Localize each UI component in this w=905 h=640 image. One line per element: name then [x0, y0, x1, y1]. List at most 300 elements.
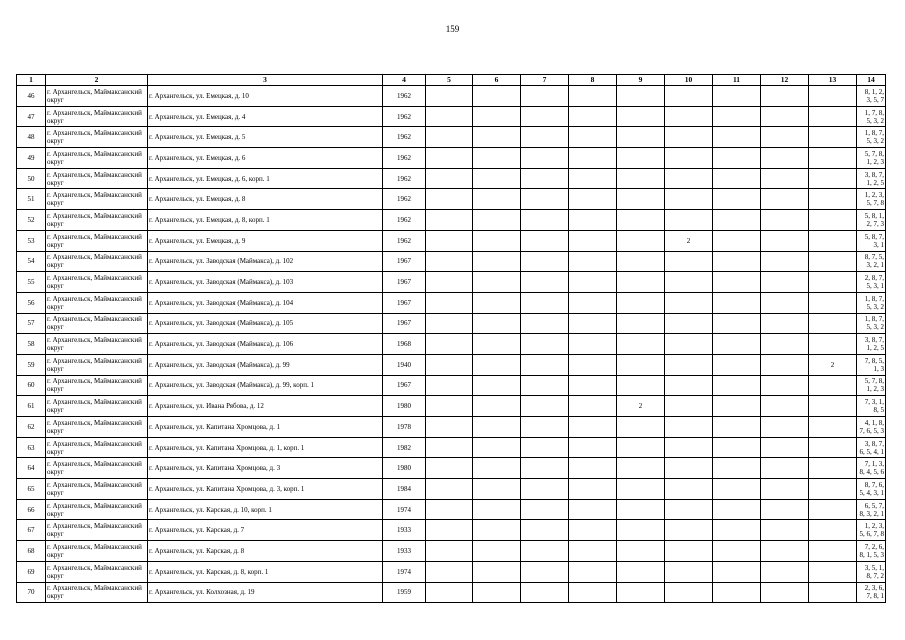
address-cell: г. Архангельск, ул. Емецкая, д. 6, корп. 1 — [148, 168, 383, 189]
col6-cell — [473, 334, 521, 355]
col13-cell — [809, 292, 857, 313]
col10-cell: 2 — [665, 230, 713, 251]
col12-cell — [761, 375, 809, 396]
year-cell: 1980 — [383, 396, 426, 417]
col9-cell — [617, 210, 665, 231]
row-number: 50 — [17, 168, 46, 189]
col10-cell — [665, 561, 713, 582]
district-cell: г. Архангельск, Маймаксанский округ — [46, 272, 148, 293]
col11-cell — [713, 86, 761, 107]
col14-cell: 4, 1, 8, 7, 6, 5, 3 — [857, 417, 886, 438]
col7-cell — [521, 210, 569, 231]
col5-cell — [426, 168, 473, 189]
row-number: 60 — [17, 375, 46, 396]
col14-cell: 7, 8, 5, 1, 3 — [857, 354, 886, 375]
col7-cell — [521, 106, 569, 127]
column-header-11: 11 — [713, 75, 761, 86]
col7-cell — [521, 417, 569, 438]
col5-cell — [426, 230, 473, 251]
row-number: 47 — [17, 106, 46, 127]
col5-cell — [426, 561, 473, 582]
column-header-6: 6 — [473, 75, 521, 86]
row-number: 57 — [17, 313, 46, 334]
col11-cell — [713, 561, 761, 582]
address-cell: г. Архангельск, ул. Карская, д. 8 — [148, 541, 383, 562]
table-row — [17, 272, 886, 293]
address-cell: г. Архангельск, ул. Заводская (Маймакса), д. 105 — [148, 313, 383, 334]
table-row — [17, 375, 886, 396]
col7-cell — [521, 520, 569, 541]
district-cell: г. Архангельск, Маймаксанский округ — [46, 251, 148, 272]
col14-cell: 8, 7, 5, 3, 2, 1 — [857, 251, 886, 272]
col10-cell — [665, 272, 713, 293]
column-header-2: 2 — [46, 75, 148, 86]
col5-cell — [426, 541, 473, 562]
col5-cell — [426, 127, 473, 148]
col7-cell — [521, 127, 569, 148]
col6-cell — [473, 313, 521, 334]
col9-cell — [617, 479, 665, 500]
col6-cell — [473, 458, 521, 479]
district-cell: г. Архангельск, Маймаксанский округ — [46, 127, 148, 148]
col6-cell — [473, 148, 521, 169]
col7-cell — [521, 251, 569, 272]
col9-cell — [617, 230, 665, 251]
col14-cell: 1, 2, 3, 5, 6, 7, 8 — [857, 520, 886, 541]
col8-cell — [569, 582, 617, 603]
col12-cell — [761, 272, 809, 293]
district-cell: г. Архангельск, Маймаксанский округ — [46, 313, 148, 334]
col8-cell — [569, 375, 617, 396]
col13-cell — [809, 437, 857, 458]
table-row — [17, 86, 886, 107]
table-row — [17, 210, 886, 231]
col8-cell — [569, 86, 617, 107]
col5-cell — [426, 417, 473, 438]
col12-cell — [761, 561, 809, 582]
column-header-10: 10 — [665, 75, 713, 86]
col11-cell — [713, 230, 761, 251]
col9-cell — [617, 354, 665, 375]
col6-cell — [473, 86, 521, 107]
col5-cell — [426, 313, 473, 334]
table-row — [17, 561, 886, 582]
col5-cell — [426, 582, 473, 603]
col9-cell — [617, 437, 665, 458]
col7-cell — [521, 458, 569, 479]
col10-cell — [665, 106, 713, 127]
col12-cell — [761, 334, 809, 355]
address-cell: г. Архангельск, ул. Капитана Хромцова, д. 1 — [148, 417, 383, 438]
column-header-12: 12 — [761, 75, 809, 86]
address-cell: г. Архангельск, ул. Заводская (Маймакса), д. 102 — [148, 251, 383, 272]
row-number: 68 — [17, 541, 46, 562]
col13-cell — [809, 230, 857, 251]
row-number: 61 — [17, 396, 46, 417]
col12-cell — [761, 417, 809, 438]
row-number: 70 — [17, 582, 46, 603]
col8-cell — [569, 106, 617, 127]
col14-cell: 5, 7, 8, 1, 2, 3 — [857, 375, 886, 396]
district-cell: г. Архангельск, Маймаксанский округ — [46, 417, 148, 438]
col12-cell — [761, 354, 809, 375]
col7-cell — [521, 541, 569, 562]
col10-cell — [665, 396, 713, 417]
address-cell: г. Архангельск, ул. Емецкая, д. 5 — [148, 127, 383, 148]
col5-cell — [426, 292, 473, 313]
address-cell: г. Архангельск, ул. Заводская (Маймакса), д. 99, корп. 1 — [148, 375, 383, 396]
col11-cell — [713, 396, 761, 417]
district-cell: г. Архангельск, Маймаксанский округ — [46, 437, 148, 458]
column-header-7: 7 — [521, 75, 569, 86]
col13-cell — [809, 375, 857, 396]
col6-cell — [473, 396, 521, 417]
col11-cell — [713, 313, 761, 334]
col13-cell — [809, 520, 857, 541]
col7-cell — [521, 148, 569, 169]
col9-cell — [617, 168, 665, 189]
col12-cell — [761, 541, 809, 562]
col12-cell — [761, 148, 809, 169]
year-cell: 1974 — [383, 561, 426, 582]
col12-cell — [761, 251, 809, 272]
address-cell: г. Архангельск, ул. Заводская (Маймакса), д. 99 — [148, 354, 383, 375]
col6-cell — [473, 272, 521, 293]
col6-cell — [473, 375, 521, 396]
col11-cell — [713, 148, 761, 169]
district-cell: г. Архангельск, Маймаксанский округ — [46, 479, 148, 500]
year-cell: 1967 — [383, 292, 426, 313]
col8-cell — [569, 189, 617, 210]
col7-cell — [521, 334, 569, 355]
row-number: 59 — [17, 354, 46, 375]
col6-cell — [473, 168, 521, 189]
col14-cell: 1, 7, 8, 5, 3, 2 — [857, 106, 886, 127]
col11-cell — [713, 417, 761, 438]
row-number: 48 — [17, 127, 46, 148]
row-number: 53 — [17, 230, 46, 251]
col13-cell — [809, 106, 857, 127]
col7-cell — [521, 354, 569, 375]
col7-cell — [521, 437, 569, 458]
col13-cell — [809, 396, 857, 417]
col8-cell — [569, 417, 617, 438]
year-cell: 1980 — [383, 458, 426, 479]
table-row — [17, 499, 886, 520]
year-cell: 1967 — [383, 251, 426, 272]
col7-cell — [521, 582, 569, 603]
col11-cell — [713, 106, 761, 127]
col10-cell — [665, 499, 713, 520]
col9-cell — [617, 375, 665, 396]
col7-cell — [521, 230, 569, 251]
table-row — [17, 396, 886, 417]
table-row — [17, 168, 886, 189]
col7-cell — [521, 189, 569, 210]
col14-cell: 2, 8, 7, 5, 3, 1 — [857, 272, 886, 293]
col6-cell — [473, 106, 521, 127]
col13-cell — [809, 499, 857, 520]
col14-cell: 3, 8, 7, 1, 2, 5 — [857, 168, 886, 189]
table-row — [17, 251, 886, 272]
col9-cell — [617, 520, 665, 541]
address-cell: г. Архангельск, ул. Колхозная, д. 19 — [148, 582, 383, 603]
col6-cell — [473, 479, 521, 500]
col14-cell: 1, 8, 7, 5, 3, 2 — [857, 292, 886, 313]
row-number: 66 — [17, 499, 46, 520]
col7-cell — [521, 561, 569, 582]
col6-cell — [473, 230, 521, 251]
address-cell: г. Архангельск, ул. Заводская (Маймакса), д. 106 — [148, 334, 383, 355]
col6-cell — [473, 561, 521, 582]
col11-cell — [713, 354, 761, 375]
district-cell: г. Архангельск, Маймаксанский округ — [46, 230, 148, 251]
col10-cell — [665, 458, 713, 479]
column-header-14: 14 — [857, 75, 886, 86]
col12-cell — [761, 106, 809, 127]
col10-cell — [665, 127, 713, 148]
col13-cell — [809, 313, 857, 334]
col11-cell — [713, 479, 761, 500]
col12-cell — [761, 230, 809, 251]
col8-cell — [569, 520, 617, 541]
header-row — [17, 75, 886, 86]
address-cell: г. Архангельск, ул. Емецкая, д. 9 — [148, 230, 383, 251]
col7-cell — [521, 499, 569, 520]
address-cell: г. Архангельск, ул. Заводская (Маймакса), д. 104 — [148, 292, 383, 313]
address-cell: г. Архангельск, ул. Емецкая, д. 4 — [148, 106, 383, 127]
col11-cell — [713, 458, 761, 479]
table-row — [17, 437, 886, 458]
col12-cell — [761, 499, 809, 520]
col11-cell — [713, 520, 761, 541]
year-cell: 1962 — [383, 86, 426, 107]
table-row — [17, 334, 886, 355]
row-number: 46 — [17, 86, 46, 107]
address-cell: г. Архангельск, ул. Емецкая, д. 10 — [148, 86, 383, 107]
col5-cell — [426, 354, 473, 375]
district-cell: г. Архангельск, Маймаксанский округ — [46, 106, 148, 127]
col9-cell — [617, 189, 665, 210]
col8-cell — [569, 561, 617, 582]
col10-cell — [665, 251, 713, 272]
row-number: 58 — [17, 334, 46, 355]
year-cell: 1984 — [383, 479, 426, 500]
col10-cell — [665, 520, 713, 541]
col12-cell — [761, 396, 809, 417]
col13-cell — [809, 189, 857, 210]
col9-cell — [617, 417, 665, 438]
year-cell: 1968 — [383, 334, 426, 355]
district-cell: г. Архангельск, Маймаксанский округ — [46, 499, 148, 520]
district-cell: г. Архангельск, Маймаксанский округ — [46, 541, 148, 562]
col11-cell — [713, 334, 761, 355]
address-cell: г. Архангельск, ул. Карская, д. 10, корп. 1 — [148, 499, 383, 520]
col14-cell: 1, 2, 3, 5, 7, 8 — [857, 189, 886, 210]
page-number: 159 — [445, 24, 460, 34]
col5-cell — [426, 106, 473, 127]
table-row — [17, 148, 886, 169]
col8-cell — [569, 230, 617, 251]
col9-cell — [617, 251, 665, 272]
col14-cell: 3, 8, 7, 1, 2, 5 — [857, 334, 886, 355]
col5-cell — [426, 148, 473, 169]
col12-cell — [761, 582, 809, 603]
col10-cell — [665, 417, 713, 438]
year-cell: 1962 — [383, 189, 426, 210]
col14-cell: 8, 7, 6, 5, 4, 3, 1 — [857, 479, 886, 500]
col13-cell — [809, 251, 857, 272]
col14-cell: 1, 8, 7, 5, 3, 2 — [857, 313, 886, 334]
col8-cell — [569, 541, 617, 562]
col9-cell — [617, 272, 665, 293]
row-number: 67 — [17, 520, 46, 541]
col6-cell — [473, 499, 521, 520]
col5-cell — [426, 334, 473, 355]
table-row — [17, 292, 886, 313]
col13-cell — [809, 417, 857, 438]
col8-cell — [569, 313, 617, 334]
col6-cell — [473, 582, 521, 603]
col6-cell — [473, 520, 521, 541]
col5-cell — [426, 520, 473, 541]
col11-cell — [713, 582, 761, 603]
col10-cell — [665, 354, 713, 375]
col9-cell — [617, 313, 665, 334]
col9-cell — [617, 86, 665, 107]
col10-cell — [665, 210, 713, 231]
col10-cell — [665, 313, 713, 334]
col12-cell — [761, 86, 809, 107]
col9-cell — [617, 127, 665, 148]
col12-cell — [761, 437, 809, 458]
table-row — [17, 458, 886, 479]
year-cell: 1962 — [383, 230, 426, 251]
col14-cell: 7, 1, 3, 8, 4, 5, 6 — [857, 458, 886, 479]
table-row — [17, 127, 886, 148]
table-row — [17, 520, 886, 541]
col14-cell: 2, 3, 6, 7, 8, 1 — [857, 582, 886, 603]
col8-cell — [569, 437, 617, 458]
row-number: 56 — [17, 292, 46, 313]
year-cell: 1967 — [383, 313, 426, 334]
address-cell: г. Архангельск, ул. Капитана Хромцова, д. 1, корп. 1 — [148, 437, 383, 458]
col13-cell — [809, 86, 857, 107]
row-number: 49 — [17, 148, 46, 169]
district-cell: г. Архангельск, Маймаксанский округ — [46, 148, 148, 169]
col8-cell — [569, 272, 617, 293]
col7-cell — [521, 272, 569, 293]
col13-cell — [809, 168, 857, 189]
col9-cell — [617, 292, 665, 313]
col14-cell: 5, 8, 1, 2, 7, 3 — [857, 210, 886, 231]
col5-cell — [426, 210, 473, 231]
year-cell: 1962 — [383, 148, 426, 169]
address-cell: г. Архангельск, ул. Карская, д. 7 — [148, 520, 383, 541]
column-header-8: 8 — [569, 75, 617, 86]
col14-cell: 7, 3, 1, 8, 5 — [857, 396, 886, 417]
col12-cell — [761, 168, 809, 189]
address-cell: г. Архангельск, ул. Карская, д. 8, корп. 1 — [148, 561, 383, 582]
col9-cell: 2 — [617, 396, 665, 417]
row-number: 52 — [17, 210, 46, 231]
year-cell: 1982 — [383, 437, 426, 458]
row-number: 54 — [17, 251, 46, 272]
col12-cell — [761, 127, 809, 148]
address-cell: г. Архангельск, ул. Емецкая, д. 6 — [148, 148, 383, 169]
col11-cell — [713, 272, 761, 293]
year-cell: 1962 — [383, 210, 426, 231]
col7-cell — [521, 86, 569, 107]
col13-cell — [809, 148, 857, 169]
col10-cell — [665, 189, 713, 210]
col6-cell — [473, 251, 521, 272]
col8-cell — [569, 148, 617, 169]
col14-cell: 7, 2, 6, 8, 1, 5, 3 — [857, 541, 886, 562]
col12-cell — [761, 189, 809, 210]
district-cell: г. Архангельск, Маймаксанский округ — [46, 375, 148, 396]
col11-cell — [713, 189, 761, 210]
col5-cell — [426, 189, 473, 210]
col13-cell — [809, 334, 857, 355]
col11-cell — [713, 127, 761, 148]
col7-cell — [521, 479, 569, 500]
district-cell: г. Архангельск, Маймаксанский округ — [46, 520, 148, 541]
col9-cell — [617, 499, 665, 520]
table-body — [17, 86, 886, 603]
col13-cell — [809, 561, 857, 582]
col10-cell — [665, 437, 713, 458]
table-row — [17, 230, 886, 251]
district-cell: г. Архангельск, Маймаксанский округ — [46, 396, 148, 417]
col8-cell — [569, 210, 617, 231]
table-row — [17, 354, 886, 375]
col10-cell — [665, 375, 713, 396]
col10-cell — [665, 582, 713, 603]
year-cell: 1967 — [383, 375, 426, 396]
table-row — [17, 313, 886, 334]
col10-cell — [665, 292, 713, 313]
district-cell: г. Архангельск, Маймаксанский округ — [46, 292, 148, 313]
col9-cell — [617, 541, 665, 562]
col12-cell — [761, 458, 809, 479]
col11-cell — [713, 437, 761, 458]
col7-cell — [521, 313, 569, 334]
district-cell: г. Архангельск, Маймаксанский округ — [46, 168, 148, 189]
col11-cell — [713, 499, 761, 520]
col13-cell — [809, 210, 857, 231]
col12-cell — [761, 479, 809, 500]
col10-cell — [665, 334, 713, 355]
col13-cell — [809, 272, 857, 293]
table-row — [17, 417, 886, 438]
col6-cell — [473, 210, 521, 231]
column-header-13: 13 — [809, 75, 857, 86]
col9-cell — [617, 148, 665, 169]
col7-cell — [521, 168, 569, 189]
col8-cell — [569, 334, 617, 355]
col14-cell: 1, 8, 7, 5, 3, 2 — [857, 127, 886, 148]
year-cell: 1962 — [383, 106, 426, 127]
row-number: 55 — [17, 272, 46, 293]
col7-cell — [521, 396, 569, 417]
col8-cell — [569, 458, 617, 479]
col9-cell — [617, 458, 665, 479]
year-cell: 1978 — [383, 417, 426, 438]
col8-cell — [569, 499, 617, 520]
col13-cell — [809, 541, 857, 562]
col6-cell — [473, 127, 521, 148]
